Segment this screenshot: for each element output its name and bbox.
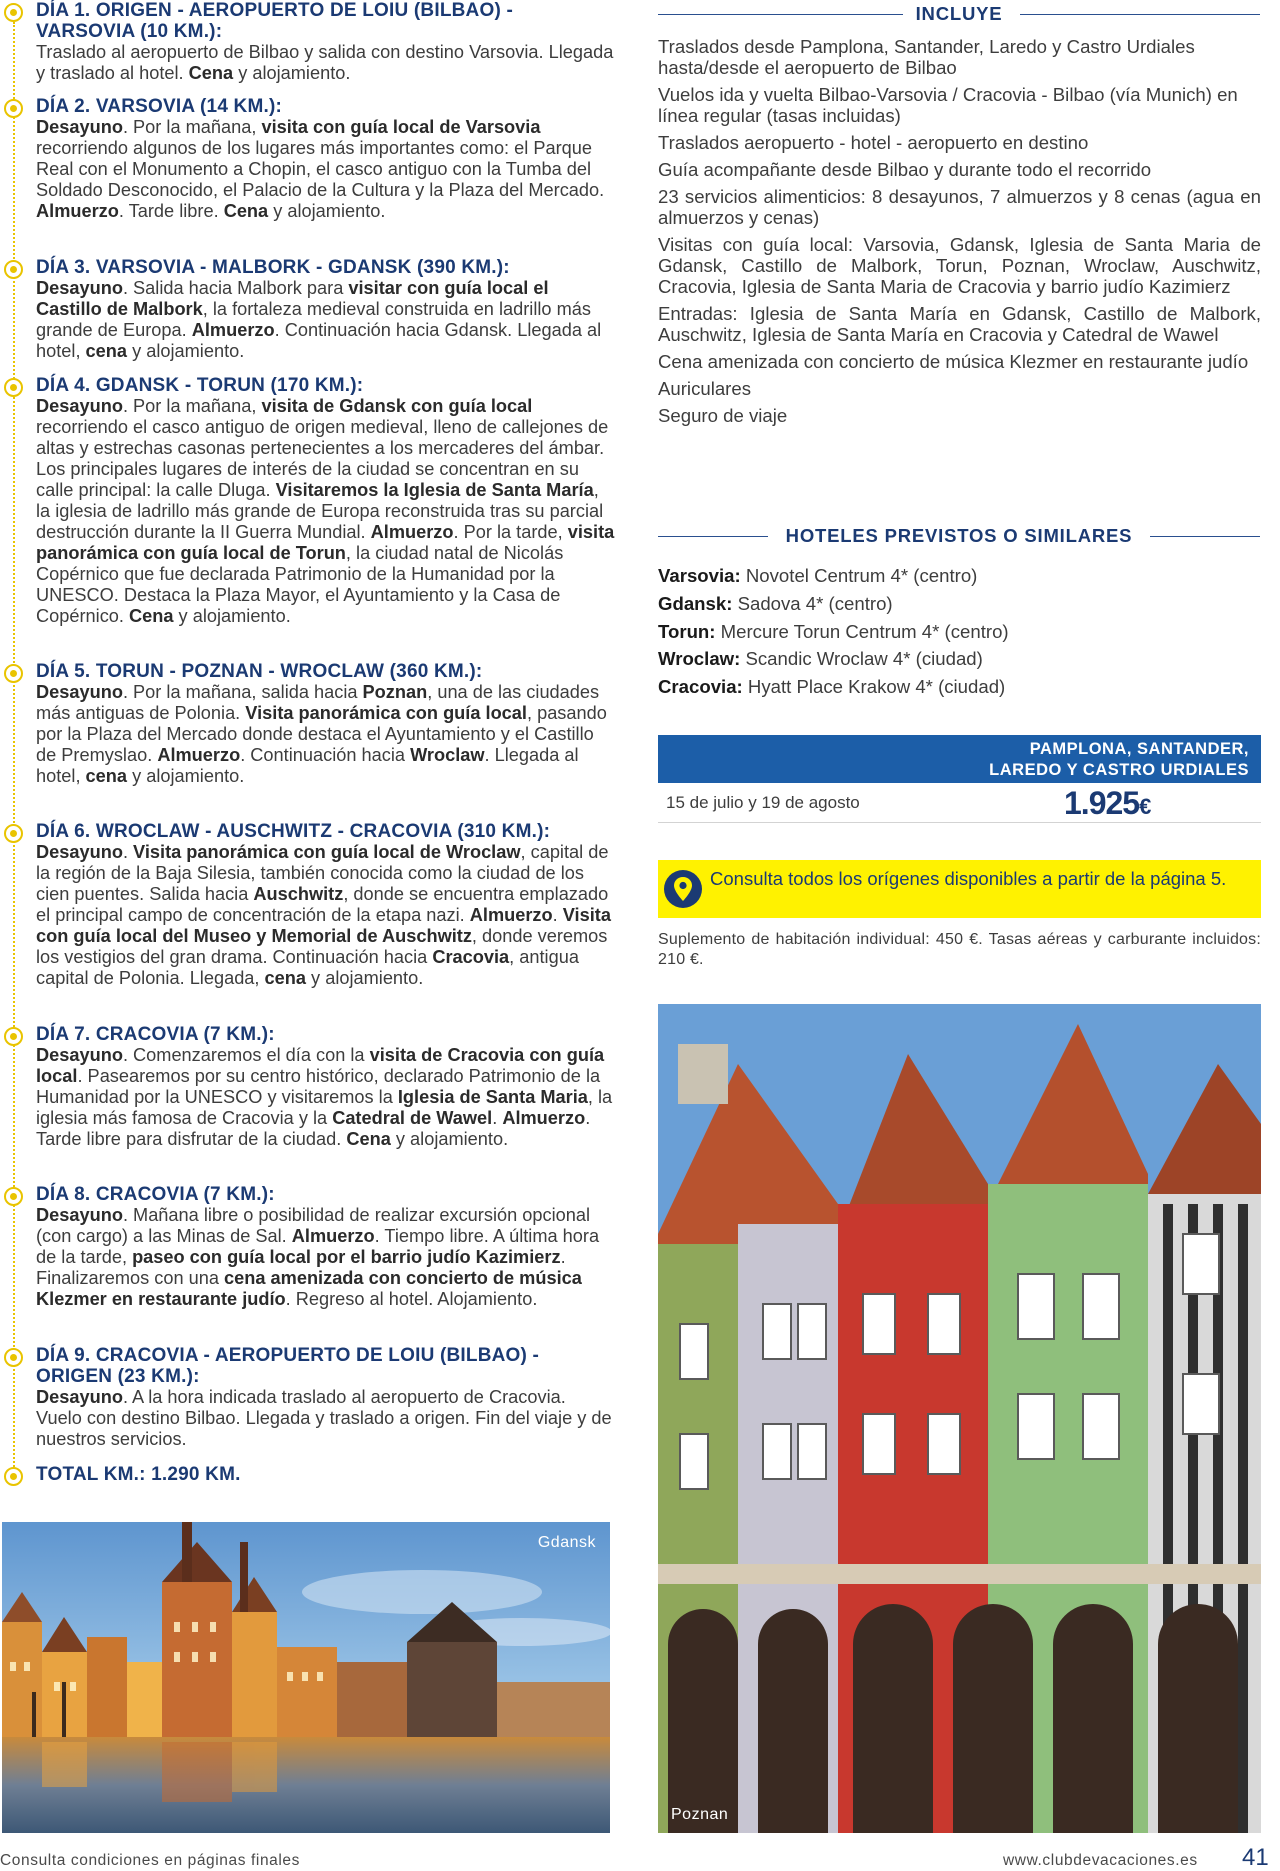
poznan-illustration — [658, 1004, 1261, 1833]
poznan-photo — [658, 1004, 1261, 1833]
body-text: , la fortaleza medieval construida en ladrillo más grande de Europa. — [36, 299, 591, 340]
day-6 — [0, 821, 615, 989]
body-text: , la iglesia más famosa de Cracovia y la — [36, 1087, 613, 1128]
highlight-text: Almuerzo — [469, 905, 553, 925]
day-title: DÍA 9. CRACOVIA - AEROPUERTO DE LOIU (BILBAO) - ORIGEN (23 KM.): — [36, 1345, 540, 1387]
day-title: DÍA 1. ORIGEN - AEROPUERTO DE LOIU (BILBAO) - VARSOVIA (10 KM.): — [36, 0, 513, 42]
highlight-text: Almuerzo — [36, 201, 119, 221]
highlight-text: Desayuno — [36, 117, 123, 137]
incluye-item: Visitas con guía local: Varsovia, Gdansk, Iglesia de Santa Maria de Gdansk, Castillo de Malbork, Torun, Poznan, Wroclaw, Auschwitz, Cracovia, Iglesia de Santa Maria de Cracovia y barrio judío Kazimierz — [658, 234, 1261, 297]
body-text: . Pasearemos por su centro histórico, declarado Patrimonio de la Humanidad por la UNESCO y visitaremos la — [36, 1066, 601, 1107]
hotel-city: Wroclaw: — [658, 648, 741, 670]
body-text: . — [492, 1108, 503, 1128]
day-4 — [0, 375, 615, 627]
highlight-text: Almuerzo — [157, 745, 241, 765]
body-text: . Llegada al hotel, — [36, 745, 579, 786]
day-bullet-icon — [4, 1187, 23, 1206]
body-text: recorriendo el casco antiguo de origen medieval, lleno de callejones de altas y estrechas casonas pertenecientes a los mercaderes del ámbar. Los principales lugares de interés de la ciudad se concentran en su calle principal: la calle Dluga. — [36, 417, 609, 500]
day-description — [36, 1387, 615, 1450]
body-text: y alojamiento. — [306, 968, 424, 988]
body-text: y alojamiento. — [127, 341, 245, 361]
price-row — [658, 783, 1261, 823]
footer-conditions: Consulta condiciones en páginas finales — [0, 1852, 301, 1869]
body-text: . Por la tarde, — [453, 522, 568, 542]
body-text: . Salida hacia Malbork para — [122, 278, 349, 298]
highlight-text: Desayuno — [36, 1045, 123, 1065]
body-text: y alojamiento. — [173, 606, 291, 626]
highlight-text: cena amenizada con concierto de música Klezmer en restaurante judío — [36, 1268, 582, 1309]
incluye-heading — [658, 2, 1260, 26]
day-9 — [0, 1345, 615, 1450]
body-text: , la iglesia de ladrillo más grande de Europa reconstruida tras su parcial destrucción durante la II Guerra Mundial. — [36, 480, 604, 542]
day-description — [36, 682, 615, 787]
highlight-text: Visita panorámica con guía local de Wroclaw — [133, 842, 521, 862]
poznan-caption: Poznan — [671, 1806, 729, 1823]
hotel-name: Scandic Wroclaw 4* (ciudad) — [740, 648, 983, 670]
incluye-item: Traslados desde Pamplona, Santander, Laredo y Castro Urdiales hasta/desde el aeropuerto de Bilbao — [658, 36, 1195, 78]
gdansk-photo — [2, 1522, 610, 1833]
highlight-text: Desayuno — [36, 396, 123, 416]
body-text: . Continuación hacia — [240, 745, 411, 765]
day-2 — [0, 96, 615, 222]
hotels-list — [658, 565, 1261, 704]
highlight-text: Almuerzo — [191, 320, 275, 340]
incluye-item: Cena amenizada con concierto de música Klezmer en restaurante judío — [658, 351, 1249, 372]
day-bullet-icon — [4, 3, 23, 22]
price-table-header — [658, 735, 1261, 783]
price-value — [1064, 785, 1150, 822]
day-bullet-icon — [4, 1027, 23, 1046]
body-text: , una de las ciudades más antiguas de Polonia. — [36, 682, 600, 723]
incluye-item: 23 servicios alimenticios: 8 desayunos, 7 almuerzos y 8 cenas (agua en almuerzos y cenas) — [658, 186, 1261, 228]
page-number: 41 — [1242, 1844, 1269, 1871]
body-text: . Finalizaremos con una — [36, 1247, 566, 1288]
day-title: DÍA 6. WROCLAW - AUSCHWITZ - CRACOVIA (310 KM.): — [36, 821, 551, 842]
hotel-city: Gdansk: — [658, 592, 733, 614]
day-description — [36, 1045, 615, 1150]
day-bullet-icon — [4, 664, 23, 683]
hotel-item — [658, 648, 1261, 669]
price-origin-line1: PAMPLONA, SANTANDER, — [1029, 740, 1249, 758]
highlight-text: Desayuno — [36, 1387, 123, 1407]
total-km — [0, 1464, 615, 1485]
day-5 — [0, 661, 615, 787]
highlight-text: Desayuno — [36, 278, 123, 298]
highlight-text: visita con guía local de Varsovia — [261, 117, 541, 137]
body-text: . — [552, 905, 563, 925]
body-text: , donde veremos los vestigios del gran drama. Continuación hacia — [36, 926, 608, 967]
hotels-heading-label: HOTELES PREVISTOS O SIMILARES — [785, 525, 1133, 546]
origins-note-text: Consulta todos los orígenes disponibles a partir de la página 5. — [710, 868, 1227, 889]
day-3 — [0, 257, 615, 362]
incluye-item: Guía acompañante desde Bilbao y durante todo el recorrido — [658, 159, 1152, 180]
body-text: . Mañana libre o posibilidad de realizar excursión opcional (con cargo) a las Minas de Sal. — [36, 1205, 591, 1246]
body-text: y alojamiento. — [268, 201, 386, 221]
incluye-item: Traslados aeropuerto - hotel - aeropuerto en destino — [658, 132, 1089, 153]
highlight-text: Almuerzo — [291, 1226, 375, 1246]
highlight-text: Cena — [129, 606, 174, 626]
highlight-text: paseo con guía local por el barrio judío Kazimierz — [132, 1247, 561, 1267]
body-text: . Tarde libre. — [118, 201, 224, 221]
price-origin-line2: LAREDO Y CASTRO URDIALES — [989, 761, 1249, 779]
highlight-text: Desayuno — [36, 842, 123, 862]
day-7 — [0, 1024, 615, 1150]
total-km-label: TOTAL KM.: 1.290 KM. — [36, 1464, 241, 1485]
body-text: y alojamiento. — [233, 63, 351, 83]
highlight-text: Poznan — [362, 682, 428, 702]
hotel-name: Hyatt Place Krakow 4* (ciudad) — [742, 676, 1006, 698]
day-bullet-icon — [4, 824, 23, 843]
highlight-text: cena — [264, 968, 306, 988]
incluye-item: Entradas: Iglesia de Santa María en Gdansk, Castillo de Malbork, Auschwitz, Iglesia de Santa María en Cracovia y Catedral de Wawel — [658, 303, 1261, 345]
hotel-city: Cracovia: — [658, 676, 743, 698]
highlight-text: Catedral de Wawel — [332, 1108, 493, 1128]
body-text: , pasando por la Plaza del Mercado donde destaca el Ayuntamiento y el Castillo de Premyslao. — [36, 703, 607, 765]
hotel-name: Mercure Torun Centrum 4* (centro) — [715, 620, 1009, 642]
body-text: . Comenzaremos el día con la — [122, 1045, 370, 1065]
body-text: . Continuación hacia Gdansk. Llegada al hotel, — [36, 320, 602, 361]
highlight-text: Desayuno — [36, 1205, 123, 1225]
day-bullet-icon — [4, 1467, 23, 1486]
day-1 — [0, 0, 615, 84]
body-text: y alojamiento. — [127, 766, 245, 786]
body-text: recorriendo algunos de los lugares más importantes como: el Parque Real con el Monumento a Chopin, el casco antiguo con la Tumba del Soldado Desconocido, el Palacio de la Cultura y la Plaza del Mercado. — [36, 138, 605, 200]
heading-rule-right — [1020, 14, 1260, 15]
highlight-text: visita de Cracovia con guía local — [36, 1045, 605, 1086]
hotel-item — [658, 565, 1261, 586]
gdansk-illustration — [2, 1522, 610, 1833]
day-title: DÍA 5. TORUN - POZNAN - WROCLAW (360 KM.): — [36, 661, 483, 682]
day-bullet-icon — [4, 260, 23, 279]
hotels-heading — [658, 524, 1260, 548]
highlight-text: Cracovia — [432, 947, 510, 967]
incluye-list — [658, 36, 1261, 432]
day-description — [36, 117, 615, 222]
price-dates: 15 de julio y 19 de agosto — [666, 793, 860, 812]
footer-website[interactable]: www.clubdevacaciones.es — [1003, 1852, 1198, 1869]
incluye-item: Seguro de viaje — [658, 405, 788, 426]
body-text: , la ciudad natal de Nicolás Copérnico que fue declarada Patrimonio de la Humanidad por la UNESCO. Destaca la Plaza Mayor, el Ayuntamiento y la Casa de Copérnico. — [36, 543, 564, 626]
highlight-text: Visitaremos la Iglesia de Santa María — [275, 480, 594, 500]
day-description — [36, 396, 615, 627]
day-bullet-icon — [4, 378, 23, 397]
highlight-text: cena — [85, 341, 128, 361]
hotel-name: Sadova 4* (centro) — [732, 592, 893, 614]
supplement-note: Suplemento de habitación individual: 450 €. Tasas aéreas y carburante incluidos: 210 €. — [658, 931, 1261, 968]
day-8 — [0, 1184, 615, 1310]
day-description — [36, 278, 615, 362]
highlight-text: Visita panorámica con guía local — [245, 703, 527, 723]
hotel-name: Novotel Centrum 4* (centro) — [740, 565, 978, 586]
body-text: . — [122, 842, 134, 862]
highlight-text: visitar con guía local el Castillo de Malbork — [36, 278, 549, 319]
highlight-text: visita panorámica con guía local de Torun — [36, 522, 615, 563]
day-bullet-icon — [4, 1348, 23, 1367]
highlight-text: Almuerzo — [502, 1108, 586, 1128]
body-text: . A la hora indicada traslado al aeropuerto de Cracovia. Vuelo con destino Bilbao. Llegada y traslado a origen. Fin del viaje y de nuestros servicios. — [36, 1387, 612, 1449]
hotel-city: Varsovia: — [658, 565, 741, 586]
day-title: DÍA 7. CRACOVIA (7 KM.): — [36, 1024, 275, 1045]
day-title: DÍA 2. VARSOVIA (14 KM.): — [36, 96, 283, 117]
gdansk-caption: Gdansk — [537, 1534, 596, 1551]
body-text: . Regreso al hotel. Alojamiento. — [285, 1289, 538, 1309]
hotel-item — [658, 593, 1261, 614]
highlight-text: Auschwitz — [253, 884, 344, 904]
incluye-item: Vuelos ida y vuelta Bilbao-Varsovia / Cracovia - Bilbao (vía Munich) en línea regular (tasas incluidas) — [658, 84, 1238, 126]
body-text: , donde se encuentra emplazado el principal campo de concentración de la etapa nazi. — [36, 884, 609, 925]
body-text: . Por la mañana, — [122, 117, 262, 137]
highlight-text: Desayuno — [36, 682, 123, 702]
highlight-text: Cena — [223, 201, 269, 221]
body-text: , capital de la región de la Baja Silesia, también conocida como la ciudad de los cien puentes. Salida hacia — [36, 842, 609, 904]
hotel-item — [658, 676, 1261, 697]
day-title: DÍA 3. VARSOVIA - MALBORK - GDANSK (390 KM.): — [36, 257, 510, 278]
day-title: DÍA 4. GDANSK - TORUN (170 KM.): — [36, 375, 364, 396]
highlight-text: Iglesia de Santa Maria — [397, 1087, 588, 1107]
price-currency: € — [1139, 794, 1151, 819]
highlight-text: Almuerzo — [370, 522, 454, 542]
body-text: . Tarde libre para disfrutar de la ciudad. — [36, 1108, 591, 1149]
body-text: . Tiempo libre. A última hora de la tarde, — [36, 1226, 600, 1267]
day-description — [36, 842, 615, 989]
location-pin-icon — [664, 870, 702, 908]
incluye-item: Auriculares — [658, 378, 752, 399]
price-amount: 1.925 — [1064, 785, 1140, 821]
day-description — [36, 1205, 615, 1310]
body-text: Traslado al aeropuerto de Bilbao y salida con destino Varsovia. Llegada y traslado al hotel. — [36, 42, 614, 83]
highlight-text: Wroclaw — [410, 745, 485, 765]
hotel-city: Torun: — [658, 620, 716, 642]
body-text: , antigua capital de Polonia. Llegada, — [36, 947, 579, 988]
heading-rule-right — [1150, 536, 1260, 537]
highlight-text: Visita con guía local del Museo y Memorial de Auschwitz — [36, 905, 611, 946]
incluye-heading-label: INCLUYE — [915, 3, 1003, 24]
day-bullet-icon — [4, 99, 23, 118]
day-title: DÍA 8. CRACOVIA (7 KM.): — [36, 1184, 275, 1205]
body-text: . Por la mañana, salida hacia — [122, 682, 363, 702]
hotel-item — [658, 621, 1261, 642]
highlight-text: cena — [85, 766, 128, 786]
body-text: . Por la mañana, — [122, 396, 262, 416]
body-text: y alojamiento. — [390, 1129, 509, 1149]
day-description — [36, 42, 615, 84]
highlight-text: visita de Gdansk con guía local — [261, 396, 533, 416]
price-table — [658, 735, 1261, 823]
highlight-text: Cena — [188, 63, 234, 83]
origins-note — [658, 860, 1261, 918]
highlight-text: Cena — [346, 1129, 391, 1149]
